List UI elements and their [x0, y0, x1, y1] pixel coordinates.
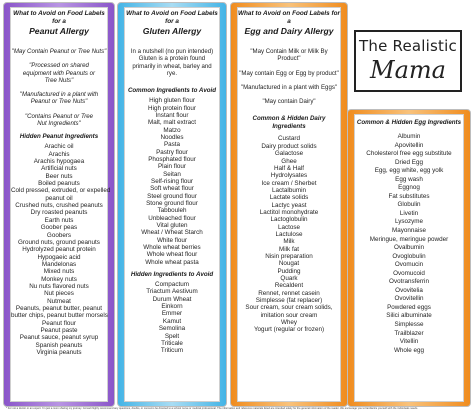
list-item: Dried Egg: [394, 158, 423, 166]
gluten-hidden-list: [125, 281, 219, 354]
list-item: Soft wheat flour: [150, 185, 194, 193]
peanut-title: [11, 10, 107, 36]
list-item: Beer nuts: [45, 172, 73, 180]
list-item: Nut pieces: [44, 290, 74, 298]
list-item: Mandelonas: [41, 260, 77, 268]
list-item: Ovotransferrin: [389, 278, 429, 286]
peanut-warning-4: "Contains Peanut or Tree Nut Ingredients": [24, 112, 94, 128]
list-item: Crushed nuts, crushed peanuts: [15, 202, 103, 210]
list-item: Plain flour: [157, 163, 186, 171]
egg-heading: Common & Hidden Egg Ingredients: [356, 119, 462, 126]
list-item: Peanut flour: [42, 319, 76, 327]
list-item: Earth nuts: [44, 216, 74, 224]
peanut-warning-2: "Processed on shared equipment with Peanuts or Tree Nuts": [22, 62, 96, 84]
peanut-title-big: Peanut Allergy: [29, 26, 89, 36]
list-item: Mayonnaise: [392, 227, 426, 235]
list-item: Peanut sauce, peanut syrup: [19, 334, 99, 342]
list-item: Whole egg: [393, 346, 425, 354]
list-item: Vitellin: [399, 338, 419, 346]
list-item: Galactose: [274, 150, 304, 158]
list-item: Phosphated flour: [148, 155, 196, 163]
list-item: Compactum: [155, 281, 189, 289]
list-item: Steel ground flour: [147, 192, 197, 200]
list-item: Whey: [280, 319, 298, 327]
logo-line-2: Mama: [370, 56, 446, 84]
list-item: Ice cream / Sherbet: [261, 179, 317, 187]
logo-line-1: The Realistic: [359, 37, 457, 55]
gluten-common-list: [125, 97, 219, 266]
list-item: Half & Half: [273, 164, 305, 172]
list-item: Simplesse (fat replacer): [255, 297, 323, 305]
list-item: Einkorn: [161, 303, 183, 311]
list-item: Rennet, rennet casein: [258, 289, 320, 297]
list-item: Ovoglobulin: [392, 252, 426, 260]
list-item: Whole wheat flour: [146, 251, 198, 259]
list-item: High gluten flour: [149, 97, 195, 105]
list-item: Nougat: [278, 260, 300, 268]
list-item: Seitan: [163, 170, 181, 178]
egg-dairy-warning-4: "May contain Dairy": [262, 98, 316, 106]
list-item: Milk fat: [279, 245, 299, 253]
list-item: Malt, malt extract: [148, 119, 196, 127]
list-item: Nisin preparation: [265, 252, 313, 260]
list-item: Kamut: [162, 317, 182, 325]
list-item: Lysozyme: [394, 218, 424, 226]
list-item: Pasta: [163, 141, 181, 149]
list-item: Stone ground flour: [146, 200, 198, 207]
list-item: Silici albuminate: [386, 312, 432, 320]
list-item: Triticum: [160, 347, 184, 355]
list-item: Lactose: [277, 223, 301, 231]
list-item: Ovovitellin: [394, 295, 424, 303]
list-item: High protein flour: [148, 104, 196, 112]
list-item: Sour cream, sour cream solids, imitation sour cream: [245, 304, 333, 319]
list-item: Spanish peanuts: [35, 341, 83, 349]
list-item: Custard: [277, 135, 301, 143]
list-item: Simplesse: [394, 321, 424, 329]
list-item: Albumin: [397, 133, 421, 140]
list-item: Unbleached flour: [148, 214, 196, 222]
list-item: Artificial nuts: [41, 165, 77, 173]
list-item: Milk: [283, 238, 295, 246]
list-item: Dairy product solids: [261, 142, 317, 150]
list-item: Whole wheat berries: [143, 244, 201, 252]
list-item: Arachis hypogaea: [33, 158, 85, 166]
list-item: Hydrolyzed peanut protein: [22, 246, 96, 254]
list-item: Boiled peanuts: [38, 180, 80, 188]
list-item: Pudding: [277, 267, 301, 275]
list-item: Ovovitelia: [395, 286, 423, 294]
list-item: Hydrolysates: [270, 172, 308, 180]
peanut-title-line: What to Avoid on Food Labels for a: [13, 10, 105, 25]
dairy-list: [238, 135, 340, 333]
list-item: Vital gluten: [156, 222, 188, 230]
list-item: Mixed nuts: [43, 268, 75, 276]
egg-list: [355, 133, 463, 355]
peanut-warning-1: "May Contain Peanut or Tree Nuts": [11, 48, 107, 55]
dairy-heading: Common & Hidden Dairy Ingredients: [252, 115, 326, 131]
list-item: Eggnog: [398, 184, 420, 192]
list-item: Semolina: [158, 325, 186, 333]
peanut-warning-3: "Manufactured in a plant with Peanut or Tree Nuts": [19, 91, 99, 106]
list-item: Triticale: [161, 339, 183, 347]
gluten-title-line: What to Avoid on Food Labels for a: [126, 10, 218, 25]
list-item: Goobers: [46, 231, 72, 239]
list-item: Lactalbumin: [272, 186, 306, 194]
egg-dairy-panel-body: [237, 7, 341, 402]
list-item: Yogurt (regular or frozen): [253, 326, 325, 334]
gluten-panel-body: [124, 7, 220, 402]
list-item: Pastry flour: [156, 148, 188, 156]
egg-dairy-title-line: What to Avoid on Food Labels for a: [238, 10, 341, 25]
disclaimer-text: * For not a doctor or an expert. I'm just a mom sharing my journey. Consult highly recommend any questions, doubts, or concerns be directed to a school nurse or medical professional. The information and reference materials listed are intended solely for the general information of the reader. We encourage you to familiarize yourself with the individuals needs.: [6, 407, 418, 410]
list-item: Arachic oil: [44, 143, 74, 151]
list-item: Virginia peanuts: [36, 349, 82, 356]
peanut-allergy-panel: [3, 2, 115, 407]
egg-dairy-warning-3: "Manufactured in a plant with Eggs": [240, 83, 338, 91]
list-item: Lactitol monohydrate: [259, 208, 319, 216]
list-item: Matzo: [163, 126, 181, 134]
list-item: Goober peas: [40, 224, 78, 232]
list-item: Durum Wheat: [152, 295, 192, 303]
list-item: Emmer: [161, 310, 183, 318]
list-item: Powdered eggs: [387, 303, 431, 311]
list-item: Whole wheat pasta: [145, 258, 199, 266]
list-item: Recaldent: [274, 282, 304, 290]
gluten-intro: In a nutshell (no pun intended) Gluten is a protein found primarily in wheat, barley and rye.: [130, 48, 214, 77]
peanut-hidden-list: [11, 143, 111, 356]
peanut-panel-body: [10, 7, 111, 402]
list-item: Trailblazer: [394, 329, 424, 337]
list-item: Hypogaeic acid: [37, 253, 81, 261]
list-item: Noodles: [160, 133, 184, 141]
egg-dairy-allergy-panel: [230, 2, 348, 407]
list-item: Self-rising flour: [151, 177, 193, 185]
realistic-mama-logo: [354, 30, 462, 92]
list-item: Ovomucin: [394, 261, 424, 269]
list-item: Egg, egg white, egg yolk: [374, 167, 444, 175]
list-item: Triactum Aestivum: [146, 288, 198, 296]
egg-dairy-title-big: Egg and Dairy Allergy: [244, 26, 334, 36]
list-item: Lactyc yeast: [271, 201, 307, 209]
list-item: Ovalbumin: [393, 244, 425, 252]
gluten-allergy-panel: [117, 2, 227, 407]
list-item: Monkey nuts: [41, 275, 77, 283]
list-item: Lactoglobulin: [270, 216, 308, 224]
gluten-common-heading: Common Ingredients to Avoid: [127, 87, 217, 95]
list-item: peanut oil: [45, 194, 73, 202]
list-item: Egg wash: [395, 175, 423, 183]
list-item: Ovomucoid: [393, 269, 425, 277]
egg-dairy-warning-2: "May contain Egg or Egg by product": [239, 69, 339, 77]
list-item: Peanut paste: [40, 326, 78, 334]
list-item: Tabbouleh: [157, 207, 187, 215]
list-item: Lactate solids: [269, 194, 309, 202]
list-item: Arachis: [48, 150, 70, 158]
list-item: White flour: [156, 236, 188, 244]
list-item: Peanuts, peanut butter, peanut: [15, 304, 103, 312]
egg-dairy-title: [238, 10, 340, 36]
list-item: Quark: [280, 275, 298, 283]
list-item: Ground nuts, ground peanuts: [18, 238, 100, 246]
list-item: Cold pressed, extruded, or expelled: [11, 187, 111, 195]
list-item: Ghee: [281, 157, 297, 165]
list-item: Cholesterol free egg substitute: [366, 150, 452, 158]
list-item: Apovitellin: [394, 141, 424, 149]
list-item: Lactulose: [275, 230, 303, 238]
gluten-hidden-heading: Hidden Ingredients to Avoid: [130, 271, 214, 279]
egg-panel-body: [354, 114, 464, 402]
gluten-title: [125, 10, 219, 36]
list-item: Wheat / Wheat Starch: [141, 229, 203, 237]
gluten-title-big: Gluten Allergy: [142, 26, 202, 36]
list-item: Spelt: [164, 332, 180, 340]
peanut-hidden-heading: Hidden Peanut Ingredients: [19, 133, 99, 141]
egg-dairy-warning-1: "May Contain Milk or Milk By Product": [250, 48, 328, 63]
list-item: Livetin: [399, 209, 419, 217]
list-item: butter chips, peanut butter morsels: [11, 312, 108, 320]
list-item: Dry roasted peanuts: [30, 209, 88, 217]
list-item: Globulin: [397, 201, 421, 209]
egg-ingredients-panel: [347, 109, 471, 407]
list-item: Nu nuts flavored nuts: [29, 282, 89, 290]
list-item: Instant flour: [155, 111, 189, 119]
list-item: Nutmeat: [47, 297, 71, 305]
list-item: Meringue, meringue powder: [369, 235, 449, 243]
list-item: Fat substitutes: [388, 192, 430, 200]
